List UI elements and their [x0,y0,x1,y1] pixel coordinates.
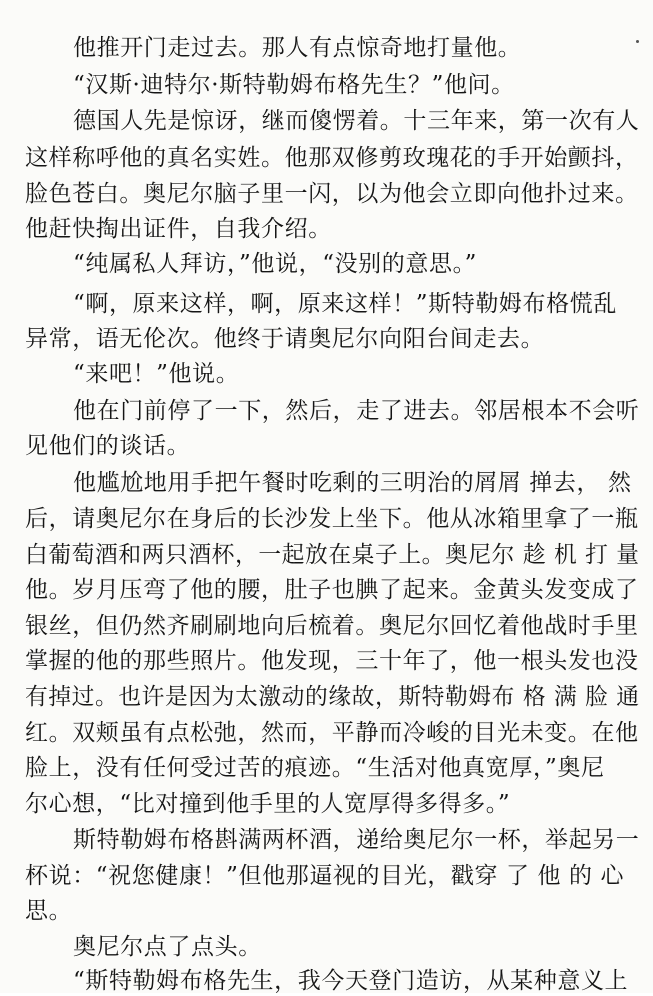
text-line: 思。 [25,898,73,924]
text-line: 白葡萄酒和两只酒杯，一起放在桌子上。奥尼尔 趁 机 打 量 [25,542,640,568]
text-line: 他尴尬地用手把午餐时吃剩的三明治的屑屑 掸去， 然 [73,470,632,496]
text-line: “啊，原来这样，啊，原来这样！”斯特勒姆布格慌乱 [73,291,617,317]
text-line: 奥尼尔点了点头。 [73,934,262,960]
text-line: 脸上，没有任何受过苦的痕迹。“生活对他真宽厚，”奥尼 [25,755,605,781]
text-line: 有掉过。也许是因为太激动的缘故，斯特勒姆布 格 满 脸 通 [25,684,640,710]
text-line: 斯特勒姆布格斟满两杯酒，递给奥尼尔一杯，举起另一 [73,827,640,853]
text-line: 银丝，但仍然齐刷刷地向后梳着。奥尼尔回忆着他战时手里 [25,613,639,639]
text-line: 他推开门走过去。那人有点惊奇地打量他。 [73,35,522,61]
text-line: 掌握的他的那些照片。他发现，三十年了，他一根头发也没 [25,648,639,674]
text-line: “来吧！”他说。 [73,361,240,387]
text-line: 他。岁月压弯了他的腰，肚子也腆了起来。金黄头发变成了 [25,577,639,603]
text-line: 红。双颊虽有点松弛，然而，平静而冷峻的目光未变。在他 [25,720,639,746]
text-line: 尔心想，“比对撞到他手里的人宽厚得多得多。” [25,791,511,817]
text-line: “纯属私人拜访，”他说，“没别的意思。” [73,251,478,277]
text-line: 他在门前停了一下，然后，走了进去。邻居根本不会听 [73,398,640,424]
text-line: 他赶快掏出证件，自我介绍。 [25,216,332,242]
text-line: “汉斯·迪特尔·斯特勒姆布格先生？”他问。 [73,72,515,98]
text-line: 后，请奥尼尔在身后的长沙发上坐下。他从冰箱里拿了一瓶 [25,506,639,532]
margin-speck [636,40,639,43]
text-line: 脸色苍白。奥尼尔脑子里一闪，以为他会立即向他扑过来。 [25,181,639,207]
text-line: 德国人先是惊讶，继而傻愣着。十三年来，第一次有人 [73,108,640,134]
text-line: “斯特勒姆布格先生，我今天登门造访，从某种意义上 [73,968,629,994]
text-line: 杯说：“祝您健康！”但他那逼视的目光，戳穿 了 他 的 心 [25,863,625,889]
text-line: 见他们的谈话。 [25,433,191,459]
text-line: 异常，语无伦次。他终于请奥尼尔向阳台间走去。 [25,326,545,352]
text-line: 这样称呼他的真名实姓。他那双修剪玫瑰花的手开始颤抖， [25,145,639,171]
